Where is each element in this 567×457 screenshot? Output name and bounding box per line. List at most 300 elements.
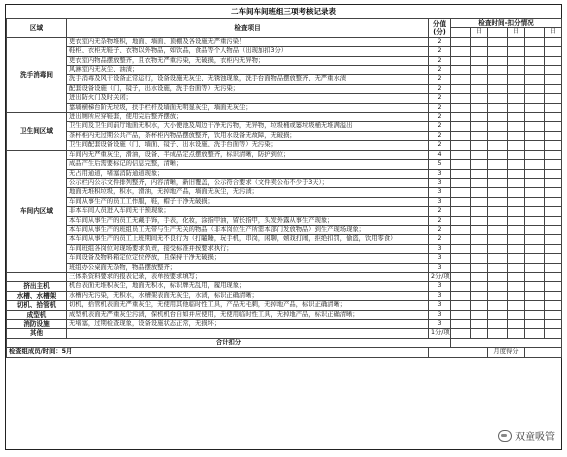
deduction-cell[interactable]	[508, 103, 525, 112]
item-cell: 茶杯柜内无过期公共产品，茶杯柜内物品摆放整齐，饮用水设备无故障，无破损；	[67, 131, 429, 140]
deduction-cell[interactable]	[471, 272, 488, 281]
deduction-cell[interactable]	[508, 263, 525, 272]
item-cell: 本车间从事生产的员工上班期间无不良行为（打瞌睡，玩手机，串岗，闲聊，嬉戏打闹，拒绝扣罚，偷盗，饮用零食）	[67, 235, 429, 244]
score-cell: 2	[429, 75, 451, 84]
deduction-cell[interactable]	[451, 197, 471, 206]
deduction-cell[interactable]	[451, 263, 471, 272]
deduction-cell[interactable]	[488, 197, 508, 206]
table-row	[7, 103, 562, 112]
deduction-cell[interactable]	[508, 197, 525, 206]
total-label: 合计扣分	[7, 338, 451, 347]
deduction-cell[interactable]	[488, 75, 508, 84]
table-row	[7, 160, 562, 169]
inspection-table	[6, 18, 562, 358]
score-cell: 2	[429, 37, 451, 46]
item-cell: 车间从事生产的员工工作服，鞋，帽子干净无破损；	[67, 197, 429, 206]
deduction-cell[interactable]	[525, 263, 545, 272]
deduction-cell[interactable]	[508, 66, 525, 75]
deduction-cell[interactable]	[451, 56, 471, 65]
deduction-cell[interactable]	[545, 272, 562, 281]
deduction-cell[interactable]	[451, 329, 471, 338]
deduction-cell[interactable]	[545, 66, 562, 75]
deduction-cell[interactable]	[525, 301, 545, 310]
day-label: 日	[508, 28, 525, 37]
deduction-cell[interactable]	[488, 160, 508, 169]
deduction-cell[interactable]	[471, 178, 488, 187]
deduction-cell[interactable]	[545, 47, 562, 56]
item-cell: 进出厕所应穿鞋套，使用完后整齐摆放；	[67, 113, 429, 122]
deduction-cell[interactable]	[488, 131, 508, 140]
deduction-cell[interactable]	[545, 160, 562, 169]
score-cell: 2	[429, 235, 451, 244]
item-cell: 鞋柜、衣柜无鞋子、衣物以外物品，如饮品，食品等个人物品（出现加扣3分）	[67, 47, 429, 56]
deduction-cell[interactable]	[451, 103, 471, 112]
deduction-cell[interactable]	[525, 103, 545, 112]
deduction-cell[interactable]	[471, 320, 488, 329]
item-cell: 三体系资料要求的报表记录，表单按要求填写；	[67, 272, 429, 281]
deduction-cell[interactable]	[471, 254, 488, 263]
deduction-cell[interactable]	[525, 207, 545, 216]
table-row	[7, 122, 562, 131]
deduction-cell[interactable]	[545, 207, 562, 216]
deduction-cell[interactable]	[488, 141, 508, 150]
deduction-cell[interactable]	[488, 216, 508, 225]
header-deduction: 检查时间-扣分情况	[451, 19, 562, 28]
deduction-cell[interactable]	[451, 291, 471, 300]
deduction-cell[interactable]	[488, 263, 508, 272]
day-label: 日	[545, 28, 562, 37]
deduction-cell[interactable]	[471, 301, 488, 310]
deduction-cell[interactable]	[508, 94, 525, 103]
inspector-row	[7, 348, 562, 357]
deduction-cell[interactable]	[545, 188, 562, 197]
table-row	[7, 329, 562, 338]
deduction-cell[interactable]	[525, 122, 545, 131]
table-row	[7, 254, 562, 263]
day-blank	[451, 28, 471, 37]
deduction-cell[interactable]	[525, 310, 545, 319]
deduction-cell[interactable]	[488, 56, 508, 65]
deduction-cell[interactable]	[508, 225, 525, 234]
deduction-cell[interactable]	[451, 310, 471, 319]
score-cell: 2	[429, 66, 451, 75]
score-cell: 2	[429, 47, 451, 56]
deduction-cell[interactable]	[488, 37, 508, 46]
deduction-cell[interactable]	[451, 216, 471, 225]
deduction-cell[interactable]	[471, 197, 488, 206]
table-row	[7, 263, 562, 272]
table-row	[7, 150, 562, 159]
table-row	[7, 291, 562, 300]
deduction-cell[interactable]	[451, 122, 471, 131]
deduction-cell[interactable]	[545, 94, 562, 103]
table-row	[7, 169, 562, 178]
day-blank	[488, 28, 508, 37]
deduction-cell[interactable]	[471, 122, 488, 131]
item-cell: 水槽内无污染，无积水，水槽架表面无灰尘，水渍，标识正确清晰；	[67, 291, 429, 300]
area-cell: 消防设施	[7, 320, 67, 329]
area-cell: 挤出主机	[7, 282, 67, 291]
deduction-cell[interactable]	[508, 235, 525, 244]
deduction-cell[interactable]	[545, 122, 562, 131]
deduction-cell[interactable]	[471, 310, 488, 319]
item-cell: 本车间从事生产的员工无戴手饰，手表，化妆，涂指甲油，留长指甲，头发外露从事生产现象；	[67, 216, 429, 225]
score-cell: 3	[429, 169, 451, 178]
deduction-cell[interactable]	[488, 169, 508, 178]
deduction-cell[interactable]	[488, 188, 508, 197]
deduction-cell[interactable]	[508, 84, 525, 93]
deduction-cell[interactable]	[525, 320, 545, 329]
item-cell: 更衣室内无杂物堆积，地面、墙面、顶棚及各设施无严重污染！	[67, 37, 429, 46]
deduction-cell[interactable]	[471, 160, 488, 169]
deduction-cell[interactable]	[488, 66, 508, 75]
deduction-cell[interactable]	[488, 225, 508, 234]
header-score-line1: 分值	[432, 19, 447, 28]
deduction-cell[interactable]	[451, 47, 471, 56]
deduction-cell[interactable]	[451, 235, 471, 244]
deduction-cell[interactable]	[471, 150, 488, 159]
deduction-cell[interactable]	[545, 84, 562, 93]
deduction-cell[interactable]	[451, 169, 471, 178]
deduction-cell[interactable]	[545, 141, 562, 150]
item-cell	[67, 329, 429, 338]
total-value	[451, 338, 562, 347]
table-row	[7, 131, 562, 140]
deduction-cell[interactable]	[545, 291, 562, 300]
sheet-title: 二车间车间班组三项考核记录表	[6, 5, 561, 19]
item-cell: 更衣室内物品摆放整齐，且衣物无严重污染，无破损，衣柜内无异物；	[67, 56, 429, 65]
deduction-cell[interactable]	[471, 282, 488, 291]
item-cell: 配套设备设施（门，镜子，出水设施，洗手台面等）无污染；	[67, 84, 429, 93]
inspection-sheet	[5, 4, 562, 450]
deduction-cell[interactable]	[545, 216, 562, 225]
item-cell: 卫生间及卫生间前厅地面无积水，大小便池及周边干净无污物，无异物，垃圾桶或篓垃圾桶无堆满溢出	[67, 122, 429, 131]
score-cell: 2	[429, 122, 451, 131]
deduction-cell[interactable]	[488, 178, 508, 187]
table-row	[7, 320, 562, 329]
deduction-cell[interactable]	[508, 329, 525, 338]
inspector-value	[429, 348, 488, 357]
score-cell: 4	[429, 150, 451, 159]
deduction-cell[interactable]	[451, 178, 471, 187]
score-cell: 2	[429, 84, 451, 93]
item-cell: 车间内无严重灰尘，滑油，设备、半成品定点摆放整齐，标识清晰，防护到位；	[67, 150, 429, 159]
deduction-cell[interactable]	[508, 310, 525, 319]
deduction-cell[interactable]	[488, 94, 508, 103]
deduction-cell[interactable]	[525, 84, 545, 93]
deduction-cell[interactable]	[545, 56, 562, 65]
deduction-cell[interactable]	[525, 329, 545, 338]
deduction-cell[interactable]	[451, 113, 471, 122]
score-cell: 3	[429, 291, 451, 300]
deduction-cell[interactable]	[508, 254, 525, 263]
deduction-cell[interactable]	[545, 131, 562, 140]
deduction-cell[interactable]	[508, 320, 525, 329]
deduction-cell[interactable]	[451, 282, 471, 291]
table-row	[7, 301, 562, 310]
deduction-cell[interactable]	[508, 272, 525, 281]
deduction-cell[interactable]	[488, 244, 508, 253]
item-cell: 公示栏内公示文件排列整齐，内容清晰，新旧覆盖，公示符合要求（文件卖公布不少于3天）；	[67, 178, 429, 187]
deduction-cell[interactable]	[451, 301, 471, 310]
deduction-cell[interactable]	[488, 272, 508, 281]
item-cell: 卫生间配套设备设施（门、墙面、镜子、出水设施、洗手台面等）无污染；	[67, 141, 429, 150]
deduction-cell[interactable]	[451, 160, 471, 169]
deduction-cell[interactable]	[508, 56, 525, 65]
deduction-cell[interactable]	[471, 131, 488, 140]
deduction-cell[interactable]	[451, 225, 471, 234]
deduction-cell[interactable]	[545, 301, 562, 310]
inspector-label: 检查组成员/时间：5月	[7, 348, 429, 357]
deduction-cell[interactable]	[451, 84, 471, 93]
item-cell: 非本车间人员进入车间无干预现象；	[67, 207, 429, 216]
deduction-cell[interactable]	[508, 244, 525, 253]
deduction-cell[interactable]	[451, 131, 471, 140]
deduction-cell[interactable]	[471, 66, 488, 75]
deduction-cell[interactable]	[451, 207, 471, 216]
deduction-cell[interactable]	[508, 169, 525, 178]
deduction-cell[interactable]	[508, 150, 525, 159]
deduction-cell[interactable]	[488, 301, 508, 310]
deduction-cell[interactable]	[508, 113, 525, 122]
deduction-cell[interactable]	[525, 188, 545, 197]
deduction-cell[interactable]	[545, 254, 562, 263]
deduction-cell[interactable]	[508, 122, 525, 131]
deduction-cell[interactable]	[545, 113, 562, 122]
deduction-cell[interactable]	[525, 47, 545, 56]
item-cell: 无占用通道，堵塞消防通道现象；	[67, 169, 429, 178]
deduction-cell[interactable]	[488, 254, 508, 263]
deduction-cell[interactable]	[471, 141, 488, 150]
item-cell: 无堵塞，过期检查现象，设备设施状态正常，无损坏；	[67, 320, 429, 329]
deduction-cell[interactable]	[525, 131, 545, 140]
deduction-cell[interactable]	[451, 272, 471, 281]
deduction-cell[interactable]	[545, 263, 562, 272]
deduction-cell[interactable]	[488, 47, 508, 56]
deduction-cell[interactable]	[545, 197, 562, 206]
deduction-cell[interactable]	[488, 310, 508, 319]
deduction-cell[interactable]	[508, 216, 525, 225]
deduction-cell[interactable]	[545, 244, 562, 253]
item-cell: 切机，拾管机表面无严重灰尘，无使用其他临时性工具，产品无毛刺，无掉地产品，标识正确清晰；	[67, 301, 429, 310]
deduction-cell[interactable]	[508, 141, 525, 150]
deduction-cell[interactable]	[508, 75, 525, 84]
item-cell: 地面无堆积垃圾，积水，滑油，无掉地产品，墙面无灰尘，无污渍；	[67, 188, 429, 197]
deduction-cell[interactable]	[525, 66, 545, 75]
deduction-cell[interactable]	[488, 113, 508, 122]
deduction-cell[interactable]	[545, 320, 562, 329]
deduction-cell[interactable]	[545, 310, 562, 319]
score-cell: 2分/项	[429, 272, 451, 281]
deduction-cell[interactable]	[508, 131, 525, 140]
deduction-cell[interactable]	[471, 169, 488, 178]
deduction-cell[interactable]	[508, 207, 525, 216]
deduction-cell[interactable]	[451, 75, 471, 84]
deduction-cell[interactable]	[525, 113, 545, 122]
deduction-cell[interactable]	[471, 263, 488, 272]
deduction-cell[interactable]	[488, 282, 508, 291]
table-row	[7, 225, 562, 234]
deduction-cell[interactable]	[451, 66, 471, 75]
deduction-cell[interactable]	[525, 75, 545, 84]
deduction-cell[interactable]	[488, 320, 508, 329]
item-cell: 车间班组各岗位对现场要求负责，接受标准并按要求执行；	[67, 244, 429, 253]
deduction-cell[interactable]	[488, 150, 508, 159]
deduction-cell[interactable]	[471, 94, 488, 103]
deduction-cell[interactable]	[525, 56, 545, 65]
deduction-cell[interactable]	[525, 272, 545, 281]
watermark-text: 双童吸管	[515, 432, 555, 443]
deduction-cell[interactable]	[545, 75, 562, 84]
deduction-cell[interactable]	[545, 282, 562, 291]
deduction-cell[interactable]	[488, 235, 508, 244]
deduction-cell[interactable]	[451, 320, 471, 329]
deduction-cell[interactable]	[471, 56, 488, 65]
deduction-cell[interactable]	[508, 47, 525, 56]
score-cell: 2	[429, 113, 451, 122]
area-cell: 卫生间区域	[7, 113, 67, 151]
deduction-cell[interactable]	[471, 244, 488, 253]
deduction-cell[interactable]	[525, 197, 545, 206]
table-row	[7, 113, 562, 122]
score-cell: 2	[429, 56, 451, 65]
deduction-cell[interactable]	[451, 150, 471, 159]
deduction-cell[interactable]	[545, 235, 562, 244]
table-body	[7, 37, 562, 338]
monthly-score-value	[525, 348, 562, 357]
deduction-cell[interactable]	[471, 188, 488, 197]
item-cell: 成型机表面无严重灰尘污渍，保机机台自如并应使用，无使用临时性工具，无掉地产品，标识正确清晰；	[67, 310, 429, 319]
deduction-cell[interactable]	[471, 329, 488, 338]
deduction-cell[interactable]	[488, 122, 508, 131]
table-row	[7, 207, 562, 216]
score-cell: 2	[429, 141, 451, 150]
deduction-cell[interactable]	[451, 188, 471, 197]
score-cell: 3	[429, 263, 451, 272]
deduction-cell[interactable]	[508, 282, 525, 291]
monthly-score-label: 月度得分	[488, 348, 525, 357]
deduction-cell[interactable]	[545, 37, 562, 46]
table-row	[7, 310, 562, 319]
deduction-cell[interactable]	[545, 103, 562, 112]
deduction-cell[interactable]	[508, 301, 525, 310]
deduction-cell[interactable]	[525, 37, 545, 46]
deduction-cell[interactable]	[525, 94, 545, 103]
deduction-cell[interactable]	[525, 216, 545, 225]
score-cell: 3	[429, 244, 451, 253]
deduction-cell[interactable]	[545, 150, 562, 159]
deduction-cell[interactable]	[545, 169, 562, 178]
deduction-cell[interactable]	[508, 291, 525, 300]
score-cell: 1分/项	[429, 329, 451, 338]
area-cell	[7, 272, 67, 281]
deduction-cell[interactable]	[471, 84, 488, 93]
deduction-cell[interactable]	[471, 103, 488, 112]
wechat-icon	[498, 430, 512, 442]
deduction-cell[interactable]	[508, 160, 525, 169]
table-row	[7, 178, 562, 187]
area-cell: 其他	[7, 329, 67, 338]
table-row	[7, 141, 562, 150]
deduction-cell[interactable]	[508, 188, 525, 197]
deduction-cell[interactable]	[471, 235, 488, 244]
deduction-cell[interactable]	[525, 141, 545, 150]
table-row	[7, 282, 562, 291]
deduction-cell[interactable]	[525, 178, 545, 187]
header-score	[429, 19, 451, 38]
score-cell: 3	[429, 320, 451, 329]
header-row-1	[7, 19, 562, 28]
deduction-cell[interactable]	[471, 216, 488, 225]
table-row	[7, 66, 562, 75]
deduction-cell[interactable]	[525, 244, 545, 253]
table-row	[7, 47, 562, 56]
deduction-cell[interactable]	[471, 75, 488, 84]
total-row	[7, 338, 562, 347]
score-cell: 3	[429, 178, 451, 187]
deduction-cell[interactable]	[525, 235, 545, 244]
deduction-cell[interactable]	[545, 178, 562, 187]
score-cell: 3	[429, 310, 451, 319]
deduction-cell[interactable]	[488, 329, 508, 338]
deduction-cell[interactable]	[451, 37, 471, 46]
score-cell: 2	[429, 94, 451, 103]
score-cell: 5	[429, 160, 451, 169]
score-cell: 2	[429, 131, 451, 140]
table-row	[7, 272, 562, 281]
score-cell: 2	[429, 103, 451, 112]
item-cell: 本车间从事生产的班组员工无带与生产无关的物品（非本岗位生产所需本部门发放物品）到生产现场现象；	[67, 225, 429, 234]
deduction-cell[interactable]	[525, 291, 545, 300]
deduction-cell[interactable]	[471, 291, 488, 300]
area-cell: 洗手消毒间	[7, 37, 67, 112]
deduction-cell[interactable]	[471, 37, 488, 46]
deduction-cell[interactable]	[525, 225, 545, 234]
deduction-cell[interactable]	[488, 207, 508, 216]
deduction-cell[interactable]	[471, 207, 488, 216]
deduction-cell[interactable]	[451, 94, 471, 103]
deduction-cell[interactable]	[508, 178, 525, 187]
table-row	[7, 94, 562, 103]
deduction-cell[interactable]	[451, 141, 471, 150]
deduction-cell[interactable]	[471, 113, 488, 122]
header-item: 检查项目	[67, 19, 429, 38]
score-cell: 3	[429, 197, 451, 206]
deduction-cell[interactable]	[525, 160, 545, 169]
deduction-cell[interactable]	[471, 225, 488, 234]
deduction-cell[interactable]	[451, 254, 471, 263]
score-cell: 3	[429, 188, 451, 197]
table-row	[7, 216, 562, 225]
watermark	[498, 428, 555, 443]
table-row	[7, 37, 562, 46]
deduction-cell[interactable]	[508, 37, 525, 46]
deduction-cell[interactable]	[488, 103, 508, 112]
deduction-cell[interactable]	[545, 225, 562, 234]
area-cell: 切机、拾管机	[7, 301, 67, 310]
deduction-cell[interactable]	[545, 329, 562, 338]
deduction-cell[interactable]	[471, 47, 488, 56]
deduction-cell[interactable]	[525, 150, 545, 159]
deduction-cell[interactable]	[488, 291, 508, 300]
deduction-cell[interactable]	[525, 254, 545, 263]
table-row	[7, 197, 562, 206]
deduction-cell[interactable]	[525, 169, 545, 178]
deduction-cell[interactable]	[451, 244, 471, 253]
item-cell: 风淋室内无灰尘、油渍；	[67, 66, 429, 75]
deduction-cell[interactable]	[525, 282, 545, 291]
deduction-cell[interactable]	[488, 84, 508, 93]
